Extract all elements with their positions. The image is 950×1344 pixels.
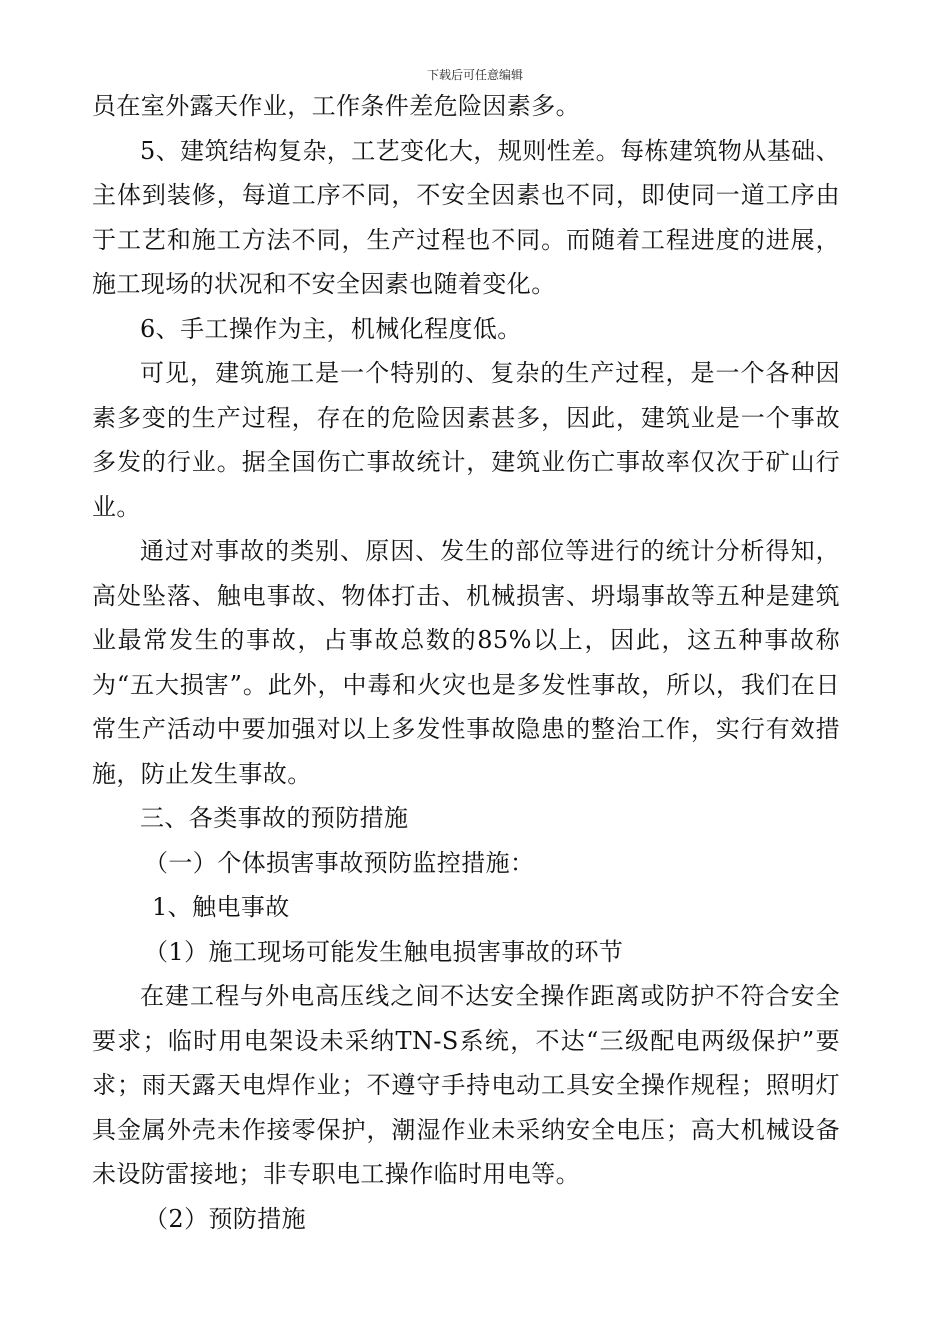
subsection-heading-individual: （一）个体损害事故预防监控措施： (144, 848, 535, 877)
item-heading-electric-shock: 1、触电事故 (152, 893, 290, 921)
paragraph-summary: 可见，建筑施工是一个特别的、复杂的生产过程，是一个各种因素多变的生产过程，存在的危险因素甚多，因此，建筑业是一个事故多发的行业。据全国伤亡事故统计，建筑业伤亡事故率仅次于矿山行业。 (92, 359, 840, 521)
page-header-note: 下载后可任意编辑 (426, 68, 523, 82)
paragraph-item-6: 6、手工操作为主，机械化程度低。 (140, 314, 522, 343)
document-body (92, 84, 840, 1241)
paragraph-continuation: 员在室外露天作业，工作条件差危险因素多。 (92, 92, 580, 120)
paragraph-item-5: 5、建筑结构复杂，工艺变化大，规则性差。每栋建筑物从基础、主体到装修，每道工序不同，不安全因素也不同，即使同一道工序由于工艺和施工方法不同，生产过程也不同。而随着工程进度的进展，施工现场的状况和不安全因素也随着变化。 (92, 136, 840, 298)
paragraph-risk-details: 在建工程与外电高压线之间不达安全操作距离或防护不符合安全要求；临时用电架设未采纳TN-S系统，不达“三级配电两级保护”要求；雨天露天电焊作业；不遵守手持电动工具安全操作规程；照明灯具金属外壳未作接零保护，潮湿作业未采纳安全电压；高大机械设备未设防雷接地；非专职电工操作临时用电等。 (92, 982, 840, 1188)
subitem-heading-risk-points: （1）施工现场可能发生触电损害事故的环节 (144, 937, 624, 966)
subitem-heading-measures: （2）预防措施 (144, 1204, 307, 1233)
paragraph-statistics: 通过对事故的类别、原因、发生的部位等进行的统计分析得知，高处坠落、触电事故、物体打击、机械损害、坍塌事故等五种是建筑业最常发生的事故，占事故总数的85%以上，因此，这五种事故称为“五大损害”。此外，中毒和火灾也是多发性事故，所以，我们在日常生产活动中要加强对以上多发性事故隐患的整治工作，实行有效措施，防止发生事故。 (92, 537, 840, 788)
section-heading-prevention: 三、各类事故的预防措施 (140, 804, 409, 832)
